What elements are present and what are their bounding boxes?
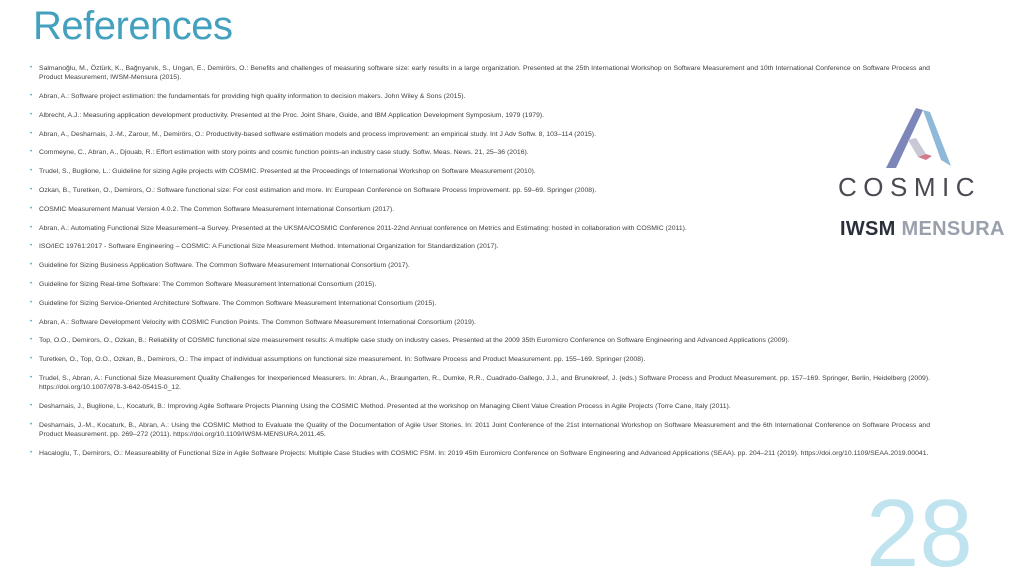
bullet-icon: •: [30, 299, 33, 306]
reference-text: Commeyne, C., Abran, A., Djouab, R.: Effort estimation with story points and cosmic function points-an industry case study. Softw. Meas. News. 21, 25–36 (2016).: [39, 149, 529, 157]
cosmic-logo-shape-1: [886, 108, 923, 168]
reference-text: Abran, A.: Software Development Velocity with COSMIC Function Points. The Common Software Measurement International Consortium (2019).: [39, 318, 476, 326]
bullet-icon: •: [30, 130, 33, 137]
page-number: 28: [866, 480, 973, 576]
bullet-icon: •: [30, 149, 33, 156]
reference-text: COSMIC Measurement Manual Version 4.0.2. The Common Software Measurement International Consortium (2017).: [39, 205, 395, 213]
bullet-icon: •: [30, 186, 33, 193]
reference-text: Desharnais, J., Buglione, L., Kocaturk, B.: Improving Agile Software Projects Planning Using the COSMIC Method. Presented at the workshop on Managing Client Value Creation Process in Agile Projects (Torre Cane, Italy (2011).: [39, 402, 731, 410]
reference-item: [30, 224, 930, 233]
reference-text: Guideline for Sizing Real-time Software: The Common Software Measurement International Consortium (2015).: [39, 280, 377, 288]
bullet-icon: •: [30, 111, 33, 118]
reference-text: Top, O.O., Demirors, O., Ozkan, B.: Reliability of COSMIC functional size measurement results: A multiple case study on industry cases. Presented at the 2009 35th Euromicro Conference on Software Engineering and Advanced Applications (2009).: [39, 337, 790, 345]
iwsm-mensura-logo: [840, 218, 1005, 241]
reference-item: [30, 148, 930, 157]
reference-item: [30, 186, 930, 195]
reference-item: [30, 280, 930, 289]
reference-item: [30, 318, 930, 327]
bullet-icon: •: [30, 337, 33, 344]
reference-item: [30, 449, 930, 458]
reference-text: Ozkan, B., Turetken, O., Demirors, O.: Software functional size: For cost estimation and more. In: European Conference on Software Process Improvement. pp. 59–69. Springer (2008).: [39, 186, 597, 194]
mensura-text: MENSURA: [901, 218, 1005, 240]
reference-text: Salmanoğlu, M., Öztürk, K., Bağrıyanık, S., Ungan, E., Demirörs, O.: Benefits and challenges of measuring software size: early results in a large organization. Presented at the 25th International Workshop on Software Measurement and 10th International Conference on Software Process and Product Measurement, IWSM-Mensura (2015).: [39, 65, 930, 82]
reference-item: [30, 167, 930, 176]
reference-text: Desharnais, J.-M., Kocaturk, B., Abran, A.: Using the COSMIC Method to Evaluate the Quality of the Documentation of Agile User Stories. In: 2011 Joint Conference of the 21st International Workshop on Software Measurement and the 6th International Conference on Software Process and Product Measurement. pp. 269–272 (2011). https://doi.org/10.1109/IWSM-MENSURA.2011.45.: [39, 421, 930, 438]
reference-item: [30, 64, 930, 82]
reference-text: Guideline for Sizing Service-Oriented Architecture Software. The Common Software Measurement International Consortium (2015).: [39, 299, 437, 307]
reference-item: [30, 355, 930, 364]
reference-item: [30, 111, 930, 120]
reference-text: Trudel, S., Buglione, L.: Guideline for sizing Agile projects with COSMIC. Presented at the Proceedings of International Workshop on Software Measurement (2010).: [39, 168, 536, 176]
reference-text: Trudel, S., Abran, A.: Functional Size Measurement Quality Challenges for Inexperienced Measurers. In: Abran, A., Braungarten, R., Dumke, R.R., Cuadrado-Gallego, J.J., and Brunekreef, J. (eds.) Software Process and Product Measurement. pp. 157–169. Springer, Berlin, Heidelberg (2009). https://doi.org/10.1007/978-3-642-05415-0_12.: [39, 374, 930, 392]
bullet-icon: •: [30, 65, 33, 71]
bullet-icon: •: [30, 402, 33, 409]
bullet-icon: •: [30, 168, 33, 175]
bullet-icon: •: [30, 421, 33, 428]
reference-text: Guideline for Sizing Business Application Software. The Common Software Measurement International Consortium (2017).: [39, 262, 410, 270]
reference-text: Hacaloglu, T., Demirors, O.: Measureability of Functional Size in Agile Software Projects: Multiple Case Studies with COSMIC FSM. In: 2019 45th Euromicro Conference on Software Engineering and Advanced Applications (SEAA). pp. 204–211 (2019). https://doi.org/10.1109/SEAA.2019.00041.: [39, 449, 929, 457]
reference-item: [30, 205, 930, 214]
reference-text: Albrecht, A.J.: Measuring application development productivity. Presented at the Proc. Joint Share, Guide, and IBM Application Development Symposium, 1979 (1979).: [39, 111, 545, 119]
reference-item: [30, 421, 930, 439]
reference-list: [30, 64, 930, 468]
reference-item: [30, 130, 930, 139]
reference-item: [30, 374, 930, 392]
bullet-icon: •: [30, 224, 33, 231]
slide-title: References: [33, 4, 233, 48]
reference-text: Abran, A.: Software project estimation: the fundamentals for providing high quality information to decision makers. John Wiley & Sons (2015).: [39, 93, 466, 100]
iwsm-text: IWSM: [840, 218, 896, 240]
reference-item: [30, 299, 930, 308]
reference-text: Abran, A., Desharnais, J.-M., Zarour, M., Demirörs, O.: Productivity-based software estimation models and process improvement: an empirical study. Int J Adv Softw. 8, 103–114 (2015).: [39, 130, 596, 138]
cosmic-logo-text: COSMIC: [838, 172, 981, 202]
reference-text: Turetken, O., Top, O.O., Ozkan, B., Demirors, O.: The impact of individual assumptions on functional size measurement. In: Software Process and Product Measurement. pp. 155–169. Springer (2008).: [39, 356, 646, 364]
bullet-icon: •: [30, 280, 33, 287]
reference-item: [30, 242, 930, 251]
cosmic-logo-shape-3: [908, 138, 926, 157]
cosmic-logo-icon: [886, 108, 956, 170]
bullet-icon: •: [30, 449, 33, 456]
reference-text: Abran, A.: Automating Functional Size Measurement–a Survey. Presented at the UKSMA/COSMIC Conference 2011-22nd Annual conference on Metrics and Estimating: hosted in collaboration with COSMIC (2011).: [39, 224, 687, 232]
reference-item: [30, 402, 930, 411]
reference-text: ISO/IEC 19761:2017 - Software Engineering – COSMIC: A Functional Size Measurement Method. International Organization for Standardization (2017).: [39, 243, 499, 251]
reference-item: [30, 92, 930, 101]
bullet-icon: •: [30, 205, 33, 212]
logo-area: [836, 108, 1012, 248]
reference-item: [30, 261, 930, 270]
bullet-icon: •: [30, 356, 33, 363]
reference-item: [30, 336, 930, 345]
bullet-icon: •: [30, 374, 33, 381]
bullet-icon: •: [30, 243, 33, 250]
bullet-icon: •: [30, 93, 33, 99]
bullet-icon: •: [30, 262, 33, 269]
bullet-icon: •: [30, 318, 33, 325]
